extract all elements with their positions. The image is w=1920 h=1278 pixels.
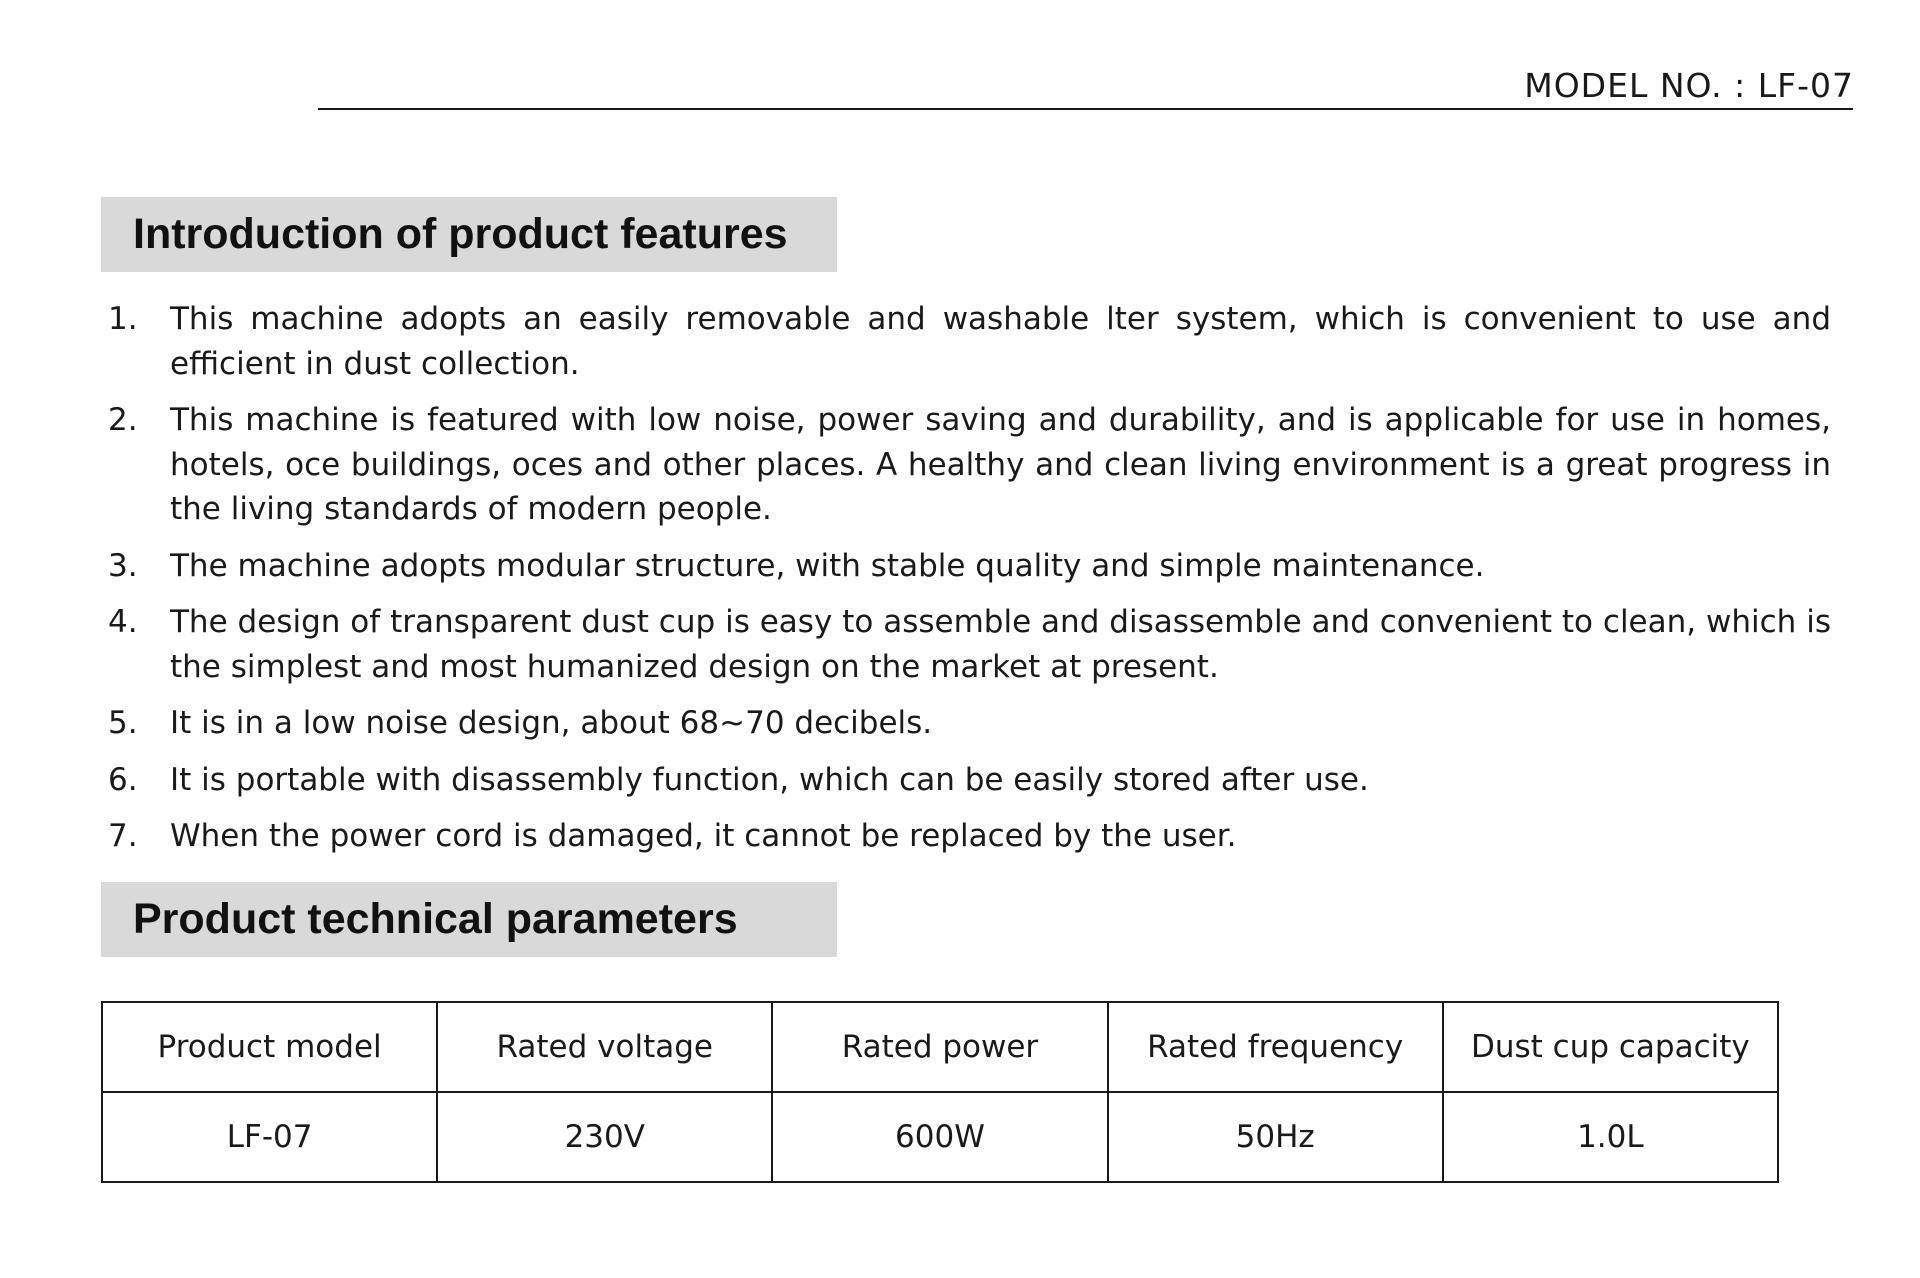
cell-product-model: LF-07 <box>102 1092 437 1182</box>
feature-item <box>108 600 1831 689</box>
feature-text: It is portable with disassembly function, which can be easily stored after use. <box>170 761 1369 798</box>
column-header-rated-voltage: Rated voltage <box>437 1002 772 1092</box>
feature-list <box>108 297 1831 871</box>
column-header-product-model: Product model <box>102 1002 437 1092</box>
feature-number: 2. <box>108 402 138 438</box>
feature-number: 7. <box>108 818 138 854</box>
feature-item <box>108 398 1831 532</box>
feature-text: When the power cord is damaged, it cannot be replaced by the user. <box>170 818 1237 854</box>
feature-text: This machine is featured with low noise, power saving and durability, and is applicable for use in homes, hotels, oce buildings, oces and other places. A healthy and clean living environment is a great progress in the living standards of modern people. <box>170 402 1831 527</box>
feature-number: 4. <box>108 604 138 640</box>
params-section-title: Product technical parameters <box>101 882 837 957</box>
column-header-rated-frequency: Rated frequency <box>1108 1002 1443 1092</box>
feature-item <box>108 701 1831 746</box>
column-header-rated-power: Rated power <box>772 1002 1107 1092</box>
table-header-row <box>102 1002 1778 1092</box>
feature-text: The machine adopts modular structure, with stable quality and simple maintenance. <box>170 547 1485 584</box>
cell-dust-cup-capacity: 1.0L <box>1443 1092 1778 1182</box>
cell-rated-frequency: 50Hz <box>1108 1092 1443 1182</box>
parameters-table <box>101 1001 1779 1183</box>
cell-rated-voltage: 230V <box>437 1092 772 1182</box>
feature-item <box>108 544 1831 589</box>
feature-item <box>108 297 1831 386</box>
feature-text: It is in a low noise design, about 68~70 decibels. <box>170 705 933 741</box>
cell-rated-power: 600W <box>772 1092 1107 1182</box>
header-divider <box>318 108 1853 110</box>
feature-text: This machine adopts an easily removable and washable lter system, which is convenient to use and efficient in dust collection. <box>170 301 1831 382</box>
table-row <box>102 1092 1778 1182</box>
feature-number: 1. <box>108 301 138 337</box>
feature-item <box>108 758 1831 803</box>
feature-number: 3. <box>108 547 138 584</box>
model-number: MODEL NO. : LF-07 <box>1524 66 1854 105</box>
feature-number: 5. <box>108 705 138 741</box>
feature-text: The design of transparent dust cup is easy to assemble and disassemble and convenient to clean, which is the simplest and most humanized design on the market at present. <box>170 604 1831 685</box>
column-header-dust-cup-capacity: Dust cup capacity <box>1443 1002 1778 1092</box>
feature-number: 6. <box>108 761 138 798</box>
features-section-title: Introduction of product features <box>101 197 837 272</box>
feature-item <box>108 814 1831 859</box>
